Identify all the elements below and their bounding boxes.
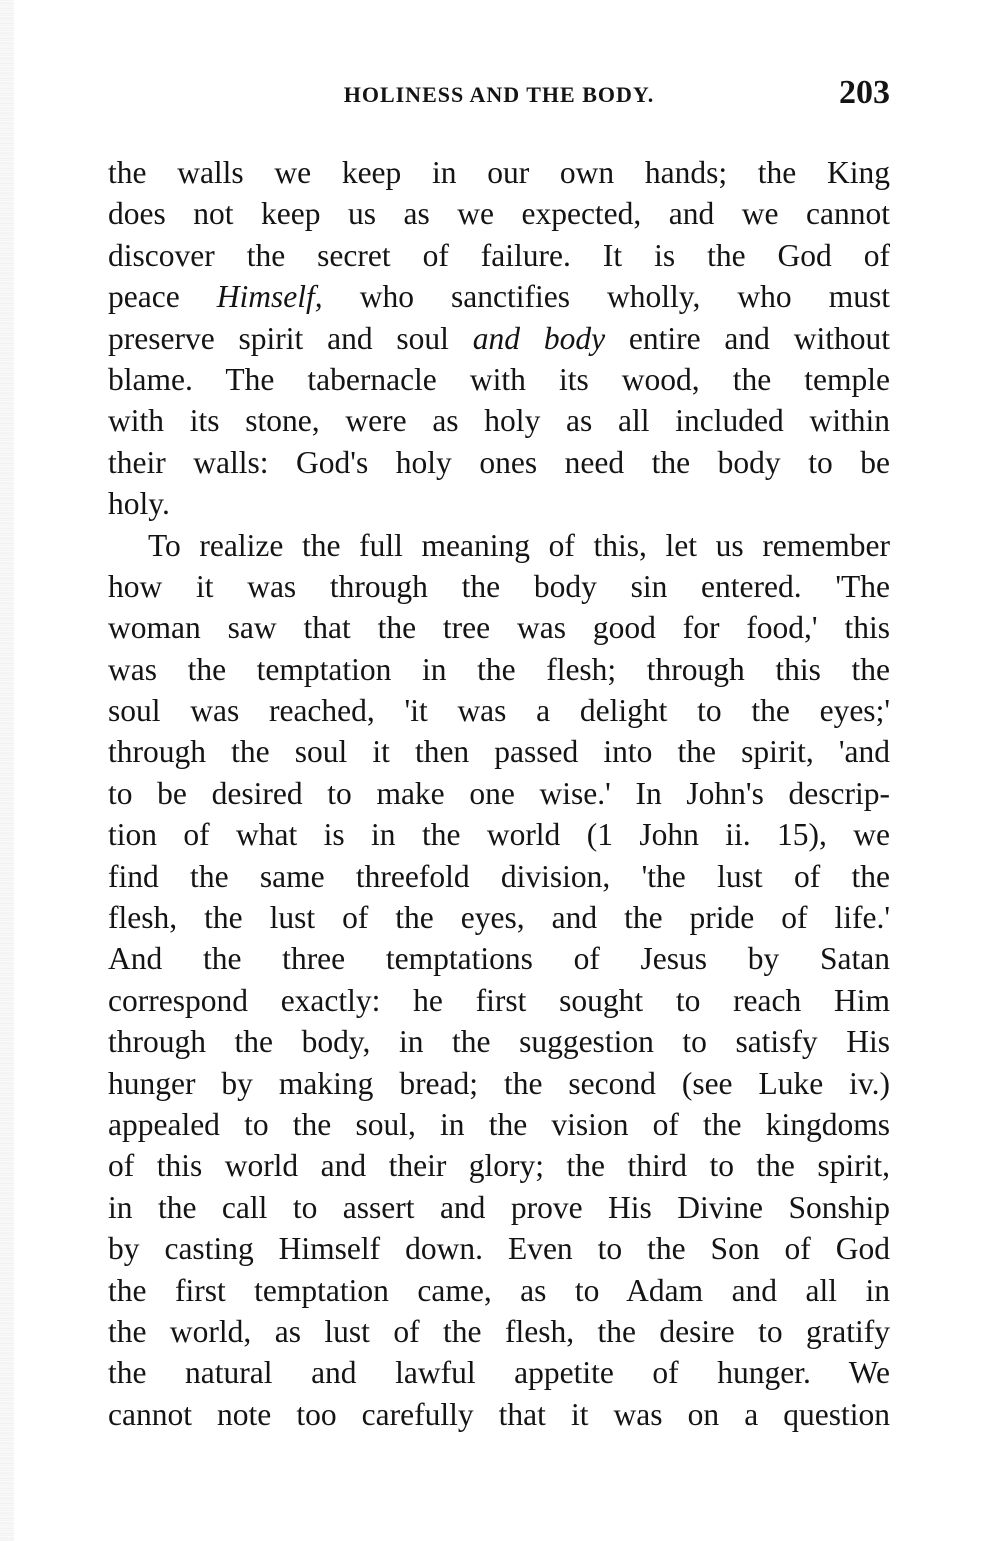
text-segment: to be desired to make one wise.' In John's descrip- xyxy=(108,775,890,811)
text-segment: tion of what is in the world (1 John ii. 15), we xyxy=(108,817,890,853)
text-line xyxy=(108,980,890,1021)
text-segment: flesh, the lust of the eyes, and the pride of life.' xyxy=(108,900,890,936)
text-line xyxy=(108,152,890,193)
running-head xyxy=(108,74,890,114)
text-line xyxy=(108,1145,890,1186)
text-line xyxy=(108,938,890,979)
text-line xyxy=(108,607,890,648)
text-line xyxy=(108,649,890,690)
text-segment: the world, as lust of the flesh, the desire to gratify xyxy=(108,1313,890,1349)
text-segment: To realize the full meaning of this, let us remember xyxy=(148,527,890,563)
text-line xyxy=(108,1352,890,1393)
text-segment: hunger by making bread; the second (see Luke iv.) xyxy=(108,1065,890,1101)
text-segment: the natural and lawful appetite of hunger. We xyxy=(108,1355,890,1391)
text-line xyxy=(108,1311,890,1352)
page-number: 203 xyxy=(839,74,890,111)
text-line xyxy=(108,814,890,855)
text-line xyxy=(108,1270,890,1311)
text-segment: appealed to the soul, in the vision of the kingdoms xyxy=(108,1106,890,1142)
text-segment: preserve spirit and soul xyxy=(108,320,473,356)
text-segment: entire and without xyxy=(605,320,890,356)
text-segment: peace xyxy=(108,279,217,315)
text-line xyxy=(108,193,890,234)
text-line xyxy=(108,897,890,938)
running-title: HOLINESS AND THE BODY. xyxy=(343,82,655,107)
scan-edge-shadow xyxy=(0,0,14,1541)
text-segment: the walls we keep in our own hands; the King xyxy=(108,155,890,190)
text-segment: cannot note too carefully that it was on a question xyxy=(108,1396,890,1432)
text-segment: their walls: God's holy ones need the body to be xyxy=(108,444,890,480)
text-segment: through the soul it then passed into the spirit, 'and xyxy=(108,734,890,770)
text-segment: woman saw that the tree was good for food,' this xyxy=(108,610,890,646)
text-line xyxy=(108,1063,890,1104)
text-line xyxy=(108,525,890,566)
text-segment: holy. xyxy=(108,486,170,522)
text-line xyxy=(108,856,890,897)
text-line xyxy=(108,566,890,607)
text-segment: by casting Himself down. Even to the Son of God xyxy=(108,1231,890,1267)
text-segment: blame. The tabernacle with its wood, the temple xyxy=(108,361,890,397)
text-segment: correspond exactly: he first sought to reach Him xyxy=(108,982,890,1018)
italic-text: and body xyxy=(472,320,606,356)
text-segment: of this world and their glory; the third to the spirit, xyxy=(108,1148,890,1184)
text-line xyxy=(108,483,890,524)
text-line xyxy=(108,318,890,359)
text-segment: the first temptation came, as to Adam and all in xyxy=(108,1272,890,1308)
text-segment: in the call to assert and prove His Divine Sonship xyxy=(108,1189,890,1225)
text-segment: through the body, in the suggestion to satisfy His xyxy=(108,1024,890,1060)
text-line xyxy=(108,235,890,276)
text-line xyxy=(108,359,890,400)
text-segment: And the three temptations of Jesus by Satan xyxy=(108,941,890,977)
text-line xyxy=(108,1228,890,1269)
text-segment: was the temptation in the flesh; through this the xyxy=(108,651,890,687)
text-line xyxy=(108,690,890,731)
text-line xyxy=(108,276,890,317)
text-line xyxy=(108,1187,890,1228)
text-line xyxy=(108,442,890,483)
text-segment: who sanctifies wholly, who must xyxy=(322,279,890,315)
text-segment: find the same threefold division, 'the lust of the xyxy=(108,858,890,894)
text-line xyxy=(108,1021,890,1062)
text-segment: soul was reached, 'it was a delight to the eyes;' xyxy=(108,693,890,729)
text-line xyxy=(108,400,890,441)
text-segment: does not keep us as we expected, and we cannot xyxy=(108,196,890,232)
text-line xyxy=(108,773,890,814)
text-line xyxy=(108,1394,890,1435)
italic-text: Himself, xyxy=(216,279,323,315)
body-text xyxy=(108,152,890,1435)
text-segment: how it was through the body sin entered. 'The xyxy=(108,568,890,604)
text-line xyxy=(108,731,890,772)
text-segment: discover the secret of failure. It is the God of xyxy=(108,237,890,273)
text-segment: with its stone, were as holy as all included within xyxy=(108,403,890,439)
text-line xyxy=(108,1104,890,1145)
